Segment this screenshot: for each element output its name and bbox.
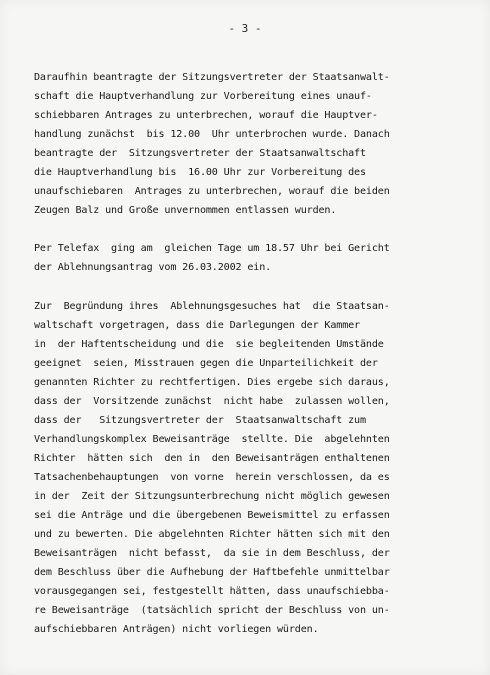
text-line: Daraufhin beantragte der Sitzungsvertreter der Staatsanwalt- — [34, 72, 390, 83]
text-line: Per Telefax ging am gleichen Tage um 18.57 Uhr bei Gericht — [34, 243, 390, 255]
text-line: genannten Richter zu rechtfertigen. Dies ergebe sich daraus, — [34, 376, 390, 388]
text-line: in der Haftentscheidung und die sie begleitenden Umstände — [34, 338, 384, 350]
text-line: vorausgegangen sei, festgestellt hätten, dass unaufschiebba- — [34, 586, 390, 598]
text-line: Beweisanträgen nicht befasst, da sie in dem Beschluss, der — [34, 548, 390, 560]
text-line: aufschiebbaren Anträgen) nicht vorliegen würden. — [34, 624, 319, 636]
text-line: Verhandlungskomplex Beweisanträge stellte. Die abgelehnten — [34, 433, 390, 445]
paragraph-spacer — [34, 278, 466, 297]
text-line: dass der Sitzungsvertreter der Staatsanwaltschaft zum — [34, 414, 366, 426]
text-line: Richter hätten sich den in den Beweisanträgen enthaltenen — [34, 452, 390, 464]
paragraph-spacer — [34, 220, 466, 239]
text-line: sei die Anträge und die übergebenen Beweismittel zu erfassen — [34, 510, 390, 522]
text-line: waltschaft vorgetragen, dass die Darlegungen der Kammer — [34, 319, 360, 331]
document-body — [34, 68, 466, 639]
paragraph-telefax — [34, 239, 466, 277]
text-line: Zeugen Balz und Große unvernommen entlassen wurden. — [34, 205, 337, 217]
paragraph-interruption — [34, 68, 466, 220]
text-line: schaft die Hauptverhandlung zur Vorbereitung eines unauf- — [34, 91, 372, 103]
text-line: Tatsachenbehauptungen von vorne herein verschlossen, da es — [34, 471, 390, 483]
paragraph-justification — [34, 297, 466, 640]
text-line: schiebbaren Antrages zu unterbrechen, worauf die Hauptver- — [34, 110, 378, 122]
text-line: handlung zunächst bis 12.00 Uhr unterbrochen wurde. Danach — [34, 129, 390, 141]
page-number: - 3 - — [228, 22, 262, 35]
text-line: dass der Vorsitzende zunächst nicht habe zulassen wollen, — [34, 395, 390, 407]
text-line: die Hauptverhandlung bis 16.00 Uhr zur Vorbereitung des — [34, 167, 366, 179]
text-line: der Ablehnungsantrag vom 26.03.2002 ein. — [34, 262, 272, 274]
text-line: beantragte der Sitzungsvertreter der Staatsanwaltschaft — [34, 148, 366, 160]
text-line: in der Zeit der Sitzungsunterbrechung nicht möglich gewesen — [34, 491, 390, 503]
text-line: dem Beschluss über die Aufhebung der Haftbefehle unmittelbar — [34, 567, 390, 579]
text-line: und zu bewerten. Die abgelehnten Richter hätten sich mit den — [34, 529, 390, 541]
text-line: re Beweisanträge (tatsächlich spricht der Beschluss von un- — [34, 605, 390, 617]
text-line: Zur Begründung ihres Ablehnungsgesuches hat die Staatsan- — [34, 300, 390, 312]
text-line: unaufschiebaren Antrages zu unterbrechen, worauf die beiden — [34, 186, 390, 198]
text-line: geeignet seien, Misstrauen gegen die Unparteilichkeit der — [34, 357, 378, 369]
